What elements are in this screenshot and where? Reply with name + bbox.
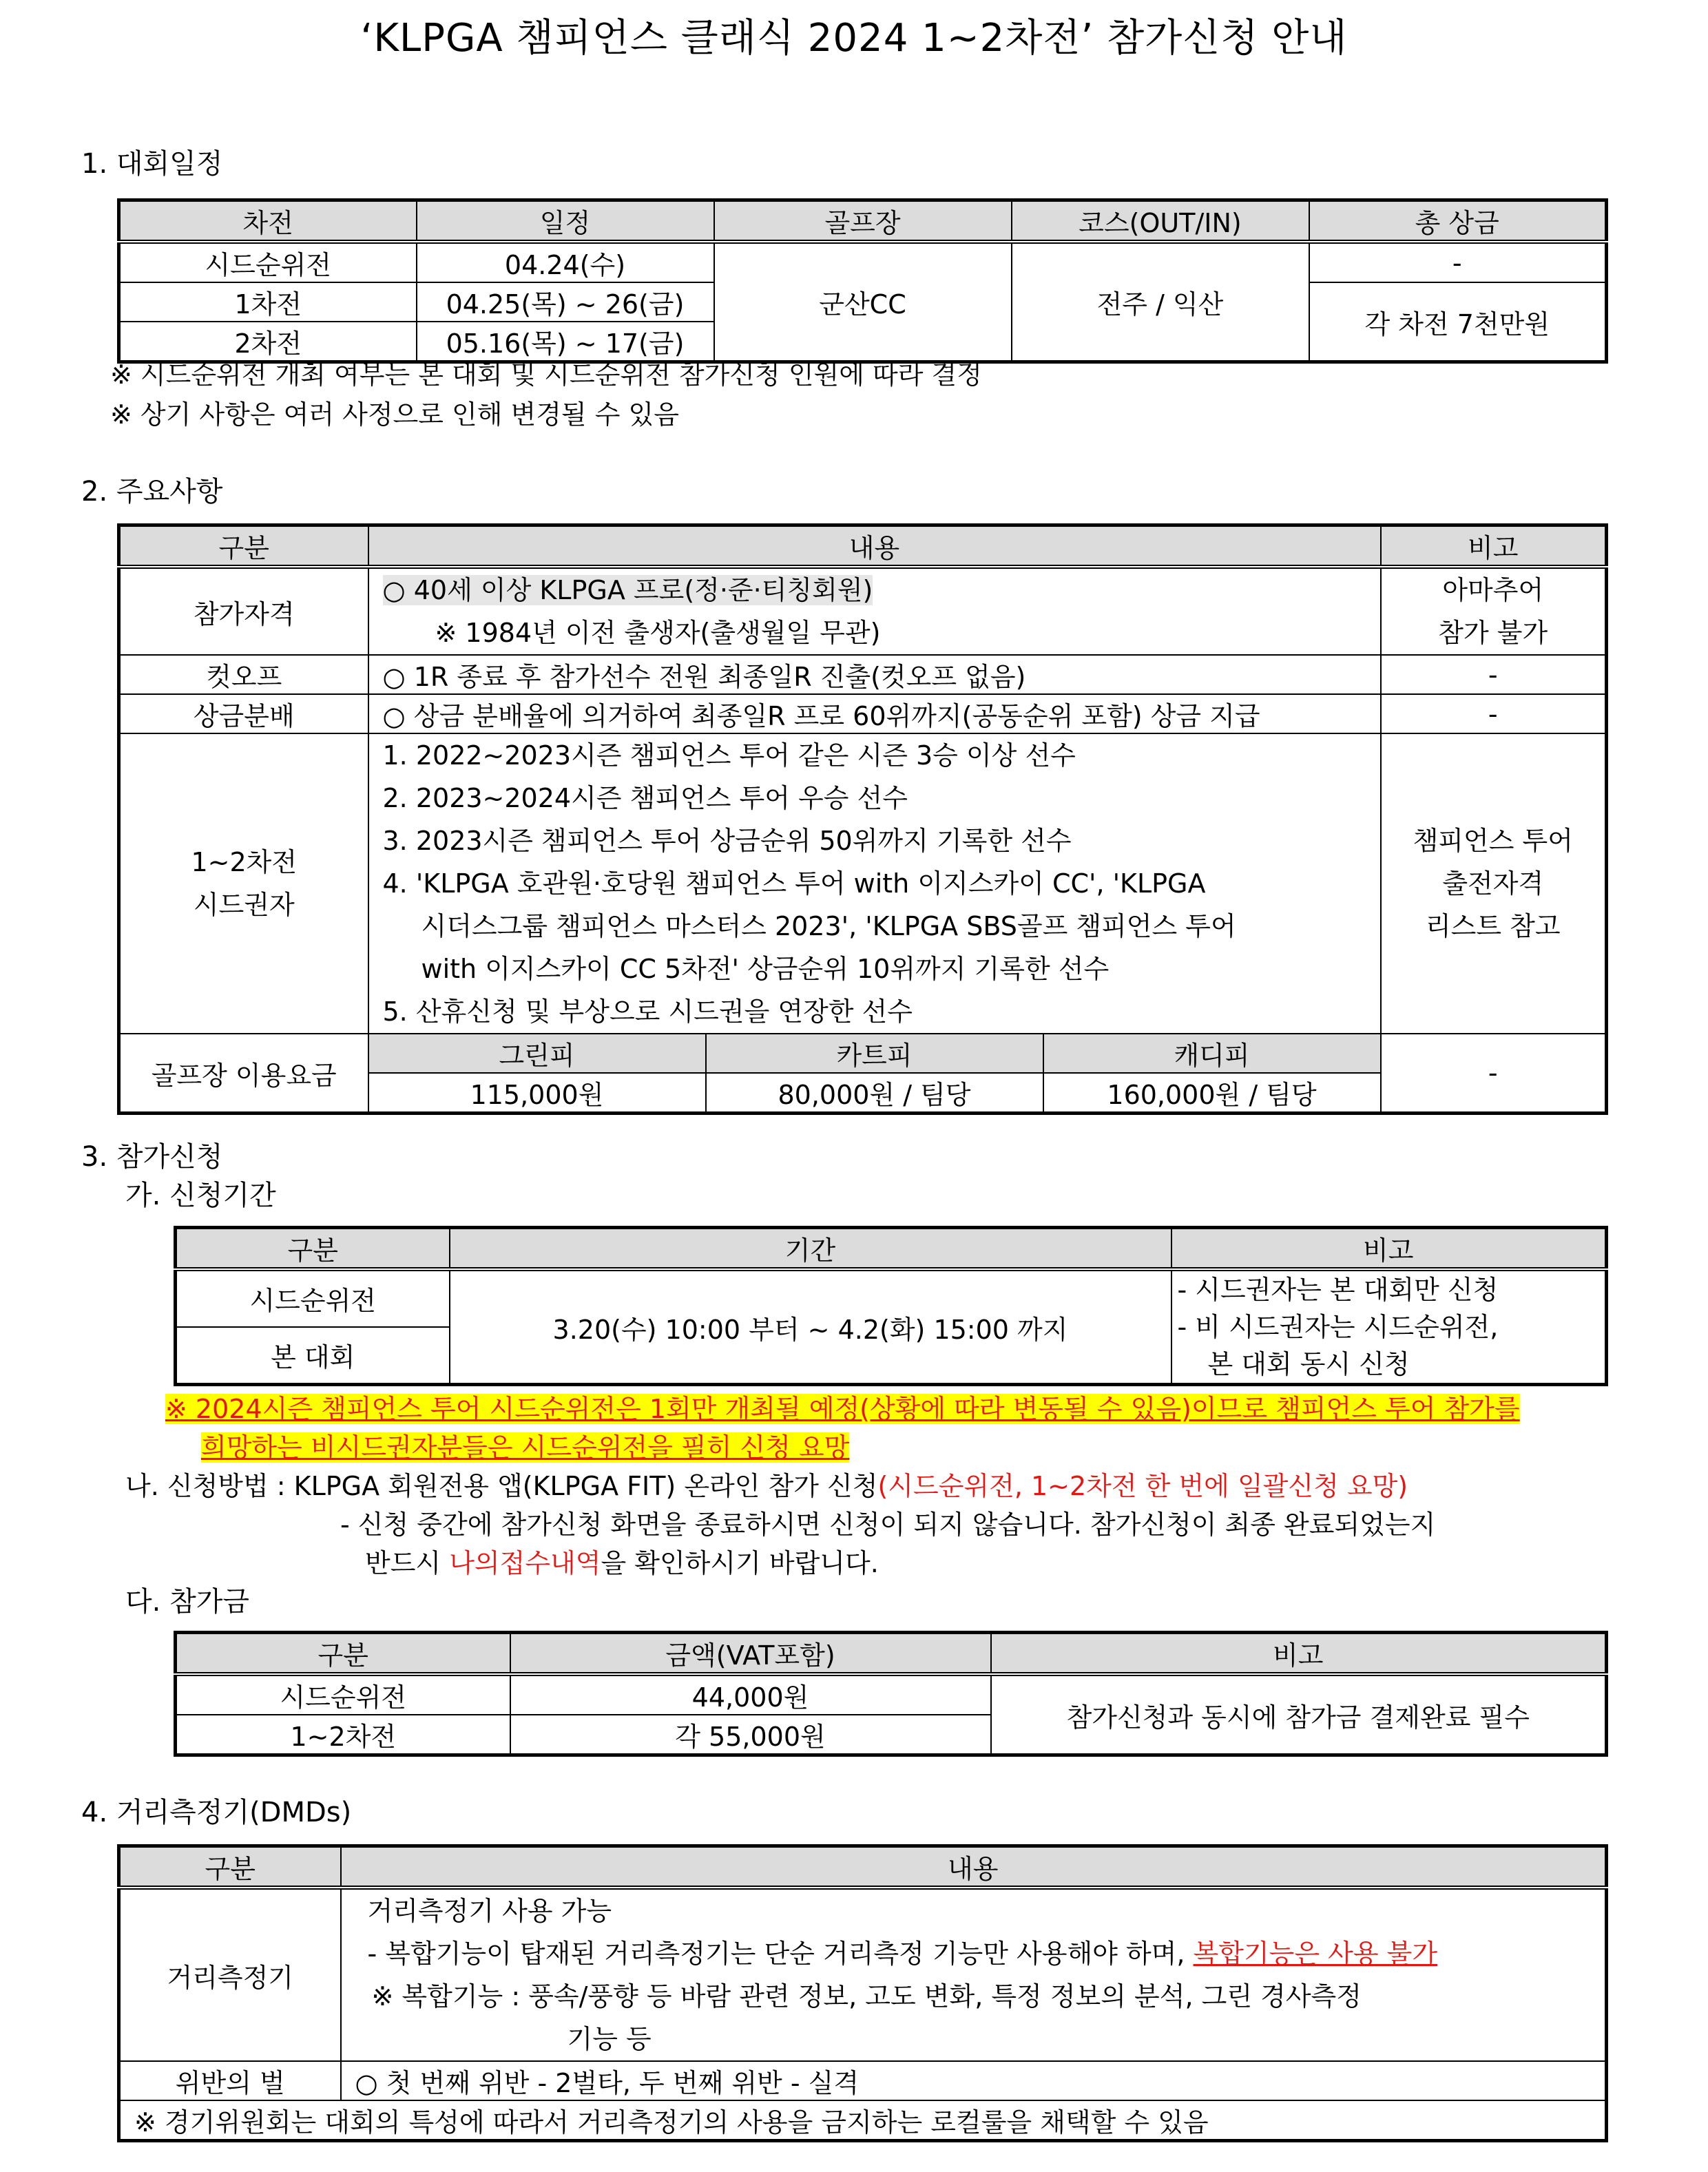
- fee-header: 카트피: [706, 1034, 1043, 1073]
- schedule-round: 1차전: [119, 282, 417, 322]
- seed-item: 4. 'KLPGA 호관원·호당원 챔피언스 투어 with 이지스카이 CC', 'KLPGA: [382, 868, 1206, 899]
- eligibility-line: ○ 40세 이상 KLPGA 프로(정·준·티칭회원): [382, 575, 873, 605]
- schedule-date: 05.16(목) ~ 17(금): [417, 322, 714, 362]
- fee-header: 캐디피: [1043, 1034, 1381, 1073]
- dmd-line: 기능 등: [567, 2024, 652, 2054]
- seed-warning: [201, 1428, 849, 1467]
- method-text: 나. 신청방법 : KLPGA 회원전용 앱(KLPGA FIT) 온라인 참가 신청: [125, 1471, 878, 1501]
- fee-value: 115,000원: [368, 1073, 706, 1114]
- schedule-round: 2차전: [119, 322, 417, 362]
- cutoff-content: ○ 1R 종료 후 참가선수 전원 최종일R 진출(컷오프 없음): [368, 655, 1381, 694]
- schedule-header: 골프장: [714, 200, 1012, 242]
- period-note-line: 본 대회 동시 신청: [1207, 1349, 1410, 1379]
- cutoff-label: 컷오프: [119, 655, 368, 694]
- seed-content: [368, 733, 1381, 1034]
- period-header: 비고: [1171, 1228, 1607, 1270]
- fee-header: 그린피: [368, 1034, 706, 1073]
- fee-note: -: [1381, 1034, 1607, 1114]
- period-value: 3.20(수) 10:00 부터 ~ 4.2(화) 15:00 까지: [450, 1269, 1171, 1385]
- dmd-table: [117, 1844, 1608, 2142]
- seed-item: 3. 2023시즌 챔피언스 투어 상금순위 50위까지 기록한 선수: [382, 826, 1072, 856]
- prize-note: -: [1381, 694, 1607, 733]
- period-header: 구분: [176, 1228, 450, 1270]
- schedule-round: 시드순위전: [119, 242, 417, 282]
- section-1-heading: 1. 대회일정: [81, 148, 223, 180]
- schedule-header: 차전: [119, 200, 417, 242]
- section-4-heading: 4. 거리측정기(DMDs): [81, 1797, 352, 1828]
- eligibility-content: [368, 567, 1381, 655]
- eligibility-note-line: 참가 불가: [1438, 618, 1548, 648]
- entry-fee-table: [174, 1631, 1608, 1757]
- schedule-date: 04.25(목) ~ 26(금): [417, 282, 714, 322]
- dmd-line-text: - 복합기능이 탑재된 거리측정기는 단순 거리측정 기능만 사용해야 하며,: [367, 1939, 1194, 1969]
- fee-value: 80,000원 / 팀당: [706, 1073, 1043, 1114]
- entry-fee-header: 금액(VAT포함): [510, 1633, 991, 1675]
- section-2-heading: 2. 주요사항: [81, 476, 223, 508]
- seed-item: 1. 2022~2023시즌 챔피언스 투어 같은 시즌 3승 이상 선수: [382, 740, 1076, 771]
- period-note: [1171, 1269, 1607, 1385]
- eligibility-label: 참가자격: [119, 567, 368, 655]
- seed-note-line: 출전자격: [1442, 868, 1544, 899]
- seed-warning: [165, 1390, 1520, 1428]
- dmd-footer-note: ※ 경기위원회는 대회의 특성에 따라서 거리측정기의 사용을 금지하는 로컬룰을 채택할 수 있음: [119, 2100, 1607, 2141]
- entry-fee-amount: 44,000원: [510, 1674, 991, 1715]
- key-info-header: 비고: [1381, 525, 1607, 567]
- prize-content: ○ 상금 분배율에 의거하여 최종일R 프로 60위까지(공동순위 포함) 상금 지급: [368, 694, 1381, 733]
- schedule-date: 04.24(수): [417, 242, 714, 282]
- method-detail-text: 반드시: [365, 1548, 450, 1578]
- section-3-heading: 3. 참가신청: [81, 1141, 223, 1173]
- schedule-header: 총 상금: [1309, 200, 1607, 242]
- seed-warning-line: ※ 2024시즌 챔피언스 투어 시드순위전은 1회만 개최될 예정(상황에 따라 변동될 수 있음)이므로 챔피언스 투어 참가를: [165, 1394, 1520, 1424]
- penalty-label: 위반의 벌: [119, 2061, 341, 2100]
- seed-note-line: 리스트 참고: [1425, 911, 1561, 941]
- seed-item: 5. 산휴신청 및 부상으로 시드권을 연장한 선수: [382, 996, 913, 1027]
- entry-fee-header: 구분: [176, 1633, 510, 1675]
- seed-label-line: 시드권자: [193, 890, 295, 920]
- my-registration-link: 나의접수내역: [449, 1548, 601, 1578]
- schedule-note: ※ 시드순위전 개최 여부는 본 대회 및 시드순위전 참가신청 인원에 따라 결정: [110, 359, 982, 390]
- seed-note-line: 챔피언스 투어: [1413, 826, 1573, 856]
- page-title: ‘KLPGA 챔피언스 클래식 2024 1~2차전’ 참가신청 안내: [360, 16, 1348, 61]
- period-note-line: - 비 시드권자는 시드순위전,: [1177, 1312, 1499, 1342]
- eligibility-note: [1381, 567, 1607, 655]
- fee-label: 골프장 이용요금: [119, 1034, 368, 1114]
- entry-fee-amount: 각 55,000원: [510, 1715, 991, 1755]
- seed-note: [1381, 733, 1607, 1034]
- dmd-header: 구분: [119, 1846, 341, 1888]
- method-emphasis: (시드순위전, 1~2차전 한 번에 일괄신청 요망): [877, 1471, 1408, 1501]
- seed-label-line: 1~2차전: [191, 847, 298, 877]
- period-subheading: 가. 신청기간: [125, 1180, 276, 1211]
- schedule-header: 코스(OUT/IN): [1012, 200, 1309, 242]
- eligibility-note-line: 아마추어: [1442, 575, 1544, 605]
- method-detail: [365, 1544, 879, 1583]
- seed-item: 시더스그룹 챔피언스 마스터스 2023', 'KLPGA SBS골프 챔피언스 투어: [421, 911, 1236, 941]
- dmd-line: [368, 1932, 1600, 1975]
- seed-item: with 이지스카이 CC 5차전' 상금순위 10위까지 기록한 선수: [421, 954, 1110, 984]
- entry-fee-round: 1~2차전: [176, 1715, 510, 1755]
- schedule-course: 전주 / 익산: [1012, 242, 1309, 362]
- method-line: [125, 1467, 1408, 1505]
- seed-label: [119, 733, 368, 1034]
- eligibility-subline: ※ 1984년 이전 출생자(출생월일 무관): [435, 618, 881, 648]
- seed-warning-line: 희망하는 비시드권자분들은 시드순위전을 필히 신청 요망: [201, 1432, 850, 1463]
- period-note-line: - 시드권자는 본 대회만 신청: [1177, 1275, 1499, 1305]
- seed-item: 2. 2023~2024시즌 챔피언스 투어 우승 선수: [382, 783, 908, 813]
- method-detail-text: 을 확인하시기 바랍니다.: [601, 1548, 879, 1578]
- prize-label: 상금분배: [119, 694, 368, 733]
- key-info-header: 내용: [368, 525, 1381, 567]
- schedule-table: [117, 198, 1608, 364]
- schedule-header: 일정: [417, 200, 714, 242]
- period-row-label: 시드순위전: [176, 1269, 450, 1327]
- dmd-content: [341, 1888, 1607, 2061]
- key-info-header: 구분: [119, 525, 368, 567]
- schedule-prize-seed: -: [1309, 242, 1607, 282]
- dmd-label: 거리측정기: [119, 1888, 341, 2061]
- fee-subheading: 다. 참가금: [125, 1586, 249, 1618]
- schedule-venue: 군산CC: [714, 242, 1012, 362]
- entry-fee-header: 비고: [991, 1633, 1607, 1675]
- penalty-content: ○ 첫 번째 위반 - 2벌타, 두 번째 위반 - 실격: [341, 2061, 1607, 2100]
- cutoff-note: -: [1381, 655, 1607, 694]
- method-detail: - 신청 중간에 참가신청 화면을 종료하시면 신청이 되지 않습니다. 참가신청이 최종 완료되었는지: [340, 1510, 1436, 1540]
- dmd-restriction: 복합기능은 사용 불가: [1193, 1939, 1438, 1969]
- period-header: 기간: [450, 1228, 1171, 1270]
- dmd-header: 내용: [341, 1846, 1607, 1888]
- schedule-note: ※ 상기 사항은 여러 사정으로 인해 변경될 수 있음: [110, 399, 679, 430]
- period-table: [174, 1226, 1608, 1386]
- period-row-label: 본 대회: [176, 1327, 450, 1385]
- entry-fee-note: 참가신청과 동시에 참가금 결제완료 필수: [991, 1674, 1607, 1755]
- fee-value: 160,000원 / 팀당: [1043, 1073, 1381, 1114]
- schedule-prize: 각 차전 7천만원: [1309, 282, 1607, 362]
- entry-fee-round: 시드순위전: [176, 1674, 510, 1715]
- dmd-line: 거리측정기 사용 가능: [367, 1896, 612, 1926]
- key-info-table: [117, 523, 1608, 1115]
- dmd-line: ※ 복합기능 : 풍속/풍향 등 바람 관련 정보, 고도 변화, 특정 정보의 분석, 그린 경사측정: [371, 1981, 1362, 2012]
